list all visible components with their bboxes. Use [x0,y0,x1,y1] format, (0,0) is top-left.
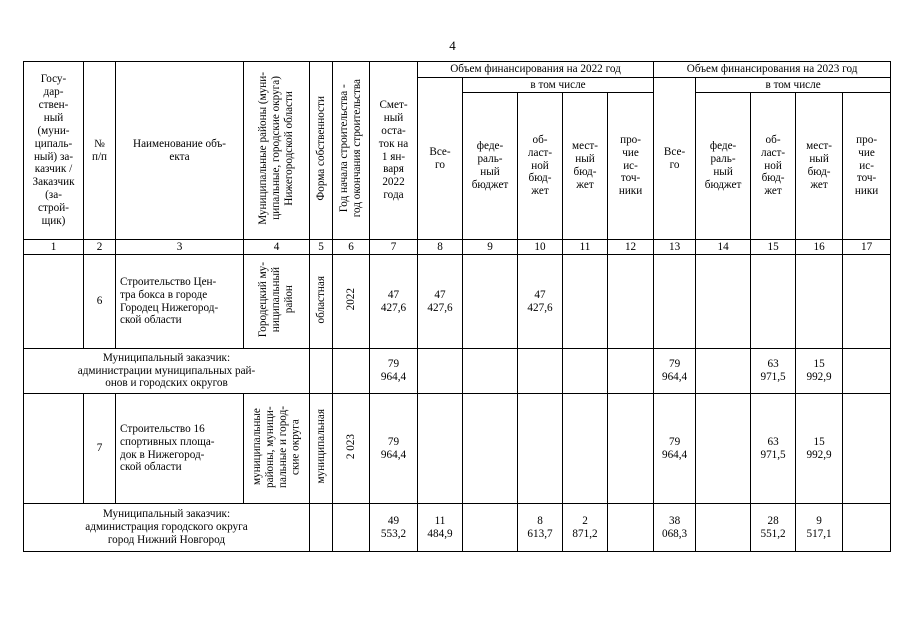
estimate-remainder: 49 553,2 [370,504,418,552]
header-years-cell [333,62,370,240]
table-row [24,349,891,394]
col-number: 17 [843,240,891,255]
table-row [24,504,891,552]
table-row [24,255,891,349]
customer-group-label: Муниципальный заказчик: администрации муниципальных рай- онов и городских округов [24,349,310,394]
header-fin-2023: Объем финансирования на 2023 год [654,62,891,78]
row-number: 6 [84,255,116,349]
header-number: № п/п [84,62,116,240]
page-number: 4 [449,38,456,53]
object-name: Строительство Цен- тра бокса в городе Городец Нижегород- ской области [116,255,244,349]
estimate-remainder: 79 964,4 [370,394,418,504]
construction-years: 2 023 [344,433,357,460]
local-2023: 9 517,1 [796,504,843,552]
header-object-name: Наименование объ- екта [116,62,244,240]
col-number: 8 [418,240,463,255]
column-numbers-row [24,240,891,255]
estimate-remainder: 79 964,4 [370,349,418,394]
financing-table [23,61,891,552]
header-local-2022: мест- ный бюд- жет [563,93,608,240]
ownership: областная [314,275,327,324]
col-number: 16 [796,240,843,255]
col-number: 2 [84,240,116,255]
col-number: 6 [333,240,370,255]
regional-2023: 63 971,5 [751,394,796,504]
col-number: 10 [518,240,563,255]
object-name: Строительство 16 спортивных площа- док в Нижегород- ской области [116,394,244,504]
header-total-2022: Все- го [418,78,463,240]
district: муниципальные районы, муници- пальные и город- ские округа [250,405,302,488]
header-other-2023: про- чие ис- точ- ники [843,93,891,240]
district-cell [244,394,310,504]
regional-2022: 47 427,6 [518,255,563,349]
col-number: 15 [751,240,796,255]
total-2022: 11 484,9 [418,504,463,552]
col-number: 12 [608,240,654,255]
header-customer: Госу- дар- ствен- ный (муни- ципаль- ный) за- казчик / Заказчик (за- строй- щик) [24,62,84,240]
year-cell [333,255,370,349]
header-ownership-cell [310,62,333,240]
local-2023: 15 992,9 [796,394,843,504]
header-districts: Муниципальные районы (муни- ципальные, городские округа) Нижегородской области [257,72,295,225]
total-2023: 38 068,3 [654,504,696,552]
col-number: 7 [370,240,418,255]
header-regional-2023: об- ласт- ной бюд- жет [751,93,796,240]
year-cell [333,394,370,504]
estimate-remainder: 47 427,6 [370,255,418,349]
row-number: 7 [84,394,116,504]
construction-years: 2022 [344,288,357,311]
regional-2023: 28 551,2 [751,504,796,552]
local-2023: 15 992,9 [796,349,843,394]
total-2023: 79 964,4 [654,394,696,504]
total-2023: 79 964,4 [654,349,696,394]
col-number: 1 [24,240,84,255]
header-fin-2022: Объем финансирования на 2022 год [418,62,654,78]
customer-group-label: Муниципальный заказчик: администрация городского округа город Нижний Новгород [24,504,310,552]
ownership: муниципальная [314,409,327,484]
header-federal-2022: феде- раль- ный бюджет [463,93,518,240]
ownership-cell [310,394,333,504]
col-number: 5 [310,240,333,255]
header-remainder: Смет- ный оста- ток на 1 ян- варя 2022 года [370,62,418,240]
header-local-2023: мест- ный бюд- жет [796,93,843,240]
table-row [24,394,891,504]
header-other-2022: про- чие ис- точ- ники [608,93,654,240]
col-number: 11 [563,240,608,255]
header-districts-cell [244,62,310,240]
district-cell [244,255,310,349]
header-incl-2022: в том числе [463,78,654,93]
header-total-2023: Все- го [654,78,696,240]
col-number: 3 [116,240,244,255]
regional-2022: 8 613,7 [518,504,563,552]
col-number: 14 [696,240,751,255]
total-2022: 47 427,6 [418,255,463,349]
local-2022: 2 871,2 [563,504,608,552]
header-regional-2022: об- ласт- ной бюд- жет [518,93,563,240]
header-years: Год начала строительства - год окончания строительства [338,79,363,218]
header-incl-2023: в том числе [696,78,891,93]
district: Городецкий му- ниципальный район [257,261,295,338]
header-federal-2023: феде- раль- ный бюджет [696,93,751,240]
col-number: 9 [463,240,518,255]
col-number: 4 [244,240,310,255]
ownership-cell [310,255,333,349]
regional-2023: 63 971,5 [751,349,796,394]
header-ownership: Форма собственности [314,96,327,201]
col-number: 13 [654,240,696,255]
